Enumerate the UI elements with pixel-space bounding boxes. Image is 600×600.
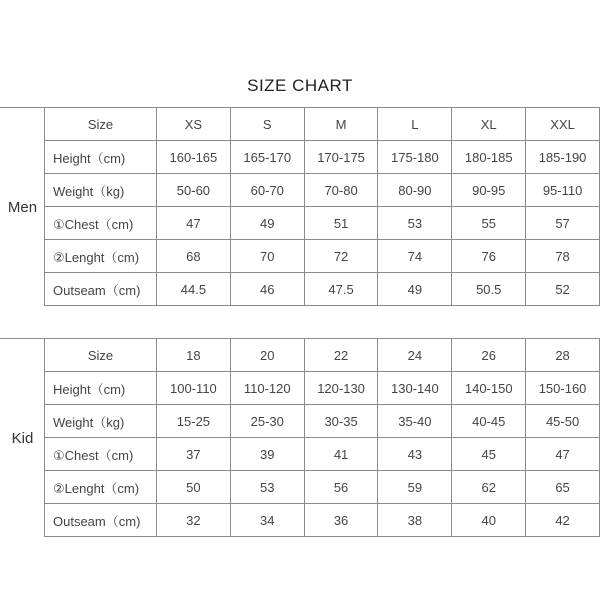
table-cell: 170-175 — [304, 141, 378, 174]
table-cell: 52 — [526, 273, 600, 306]
table-cell: 46 — [230, 273, 304, 306]
men-table-row — [45, 207, 600, 240]
table-cell: S — [230, 108, 304, 141]
table-cell: 165-170 — [230, 141, 304, 174]
table-cell: 53 — [378, 207, 452, 240]
table-cell: 57 — [526, 207, 600, 240]
table-cell: 40 — [452, 504, 526, 537]
table-cell: XL — [452, 108, 526, 141]
table-cell: 25-30 — [230, 405, 304, 438]
table-cell: 90-95 — [452, 174, 526, 207]
table-cell: 70 — [230, 240, 304, 273]
table-cell: 40-45 — [452, 405, 526, 438]
table-cell: 28 — [526, 339, 600, 372]
table-cell: 76 — [452, 240, 526, 273]
table-cell: L — [378, 108, 452, 141]
table-cell: 80-90 — [378, 174, 452, 207]
kid-table-row — [45, 504, 600, 537]
kid-table-row — [45, 339, 600, 372]
table-cell: 41 — [304, 438, 378, 471]
table-cell: 95-110 — [526, 174, 600, 207]
row-label: Weight（kg) — [45, 405, 157, 438]
table-cell: 140-150 — [452, 372, 526, 405]
kid-table-row — [45, 438, 600, 471]
table-cell: 18 — [157, 339, 231, 372]
table-cell: 24 — [378, 339, 452, 372]
table-cell: 50 — [157, 471, 231, 504]
table-cell: 42 — [526, 504, 600, 537]
table-cell: 30-35 — [304, 405, 378, 438]
kid-table-row — [45, 471, 600, 504]
table-cell: 150-160 — [526, 372, 600, 405]
men-table-row — [45, 141, 600, 174]
table-cell: 130-140 — [378, 372, 452, 405]
table-cell: 180-185 — [452, 141, 526, 174]
table-cell: 26 — [452, 339, 526, 372]
row-label: Outseam（cm) — [45, 273, 157, 306]
table-cell: 56 — [304, 471, 378, 504]
kid-group-label: Kid — [11, 430, 34, 447]
table-cell: 59 — [378, 471, 452, 504]
row-label: Outseam（cm) — [45, 504, 157, 537]
table-cell: 34 — [230, 504, 304, 537]
table-cell: 44.5 — [157, 273, 231, 306]
table-cell: 62 — [452, 471, 526, 504]
table-cell: 15-25 — [157, 405, 231, 438]
table-cell: 20 — [230, 339, 304, 372]
table-cell: 65 — [526, 471, 600, 504]
table-cell: 37 — [157, 438, 231, 471]
table-cell: 38 — [378, 504, 452, 537]
table-cell: 32 — [157, 504, 231, 537]
kid-size-table — [44, 338, 600, 537]
men-table-row — [45, 273, 600, 306]
row-label: ②Lenght（cm) — [45, 240, 157, 273]
table-cell: 100-110 — [157, 372, 231, 405]
row-label: ①Chest（cm) — [45, 438, 157, 471]
table-cell: 175-180 — [378, 141, 452, 174]
row-label: Size — [45, 339, 157, 372]
table-cell: 35-40 — [378, 405, 452, 438]
men-size-table — [44, 107, 600, 306]
men-group-label: Men — [7, 199, 38, 216]
table-cell: XXL — [526, 108, 600, 141]
table-cell: 74 — [378, 240, 452, 273]
table-cell: XS — [157, 108, 231, 141]
table-cell: 53 — [230, 471, 304, 504]
table-cell: 39 — [230, 438, 304, 471]
table-cell: 120-130 — [304, 372, 378, 405]
table-cell: 72 — [304, 240, 378, 273]
kid-table-row — [45, 372, 600, 405]
row-label: Height（cm) — [45, 372, 157, 405]
table-cell: 60-70 — [230, 174, 304, 207]
chart-title: SIZE CHART — [247, 76, 353, 95]
table-cell: 47 — [526, 438, 600, 471]
table-cell: M — [304, 108, 378, 141]
table-cell: 70-80 — [304, 174, 378, 207]
table-cell: 22 — [304, 339, 378, 372]
table-cell: 45 — [452, 438, 526, 471]
kid-table-row — [45, 405, 600, 438]
table-cell: 50-60 — [157, 174, 231, 207]
row-label: ①Chest（cm) — [45, 207, 157, 240]
table-cell: 50.5 — [452, 273, 526, 306]
table-cell: 110-120 — [230, 372, 304, 405]
table-cell: 55 — [452, 207, 526, 240]
table-cell: 47 — [157, 207, 231, 240]
table-cell: 49 — [378, 273, 452, 306]
table-cell: 43 — [378, 438, 452, 471]
table-cell: 160-165 — [157, 141, 231, 174]
table-cell: 185-190 — [526, 141, 600, 174]
row-label: Weight（kg) — [45, 174, 157, 207]
men-table-row — [45, 174, 600, 207]
row-label: Height（cm) — [45, 141, 157, 174]
men-table-row — [45, 240, 600, 273]
table-cell: 51 — [304, 207, 378, 240]
table-cell: 45-50 — [526, 405, 600, 438]
row-label: Size — [45, 108, 157, 141]
table-cell: 78 — [526, 240, 600, 273]
men-table-row — [45, 108, 600, 141]
table-cell: 47.5 — [304, 273, 378, 306]
table-cell: 68 — [157, 240, 231, 273]
table-cell: 36 — [304, 504, 378, 537]
table-cell: 49 — [230, 207, 304, 240]
row-label: ②Lenght（cm) — [45, 471, 157, 504]
